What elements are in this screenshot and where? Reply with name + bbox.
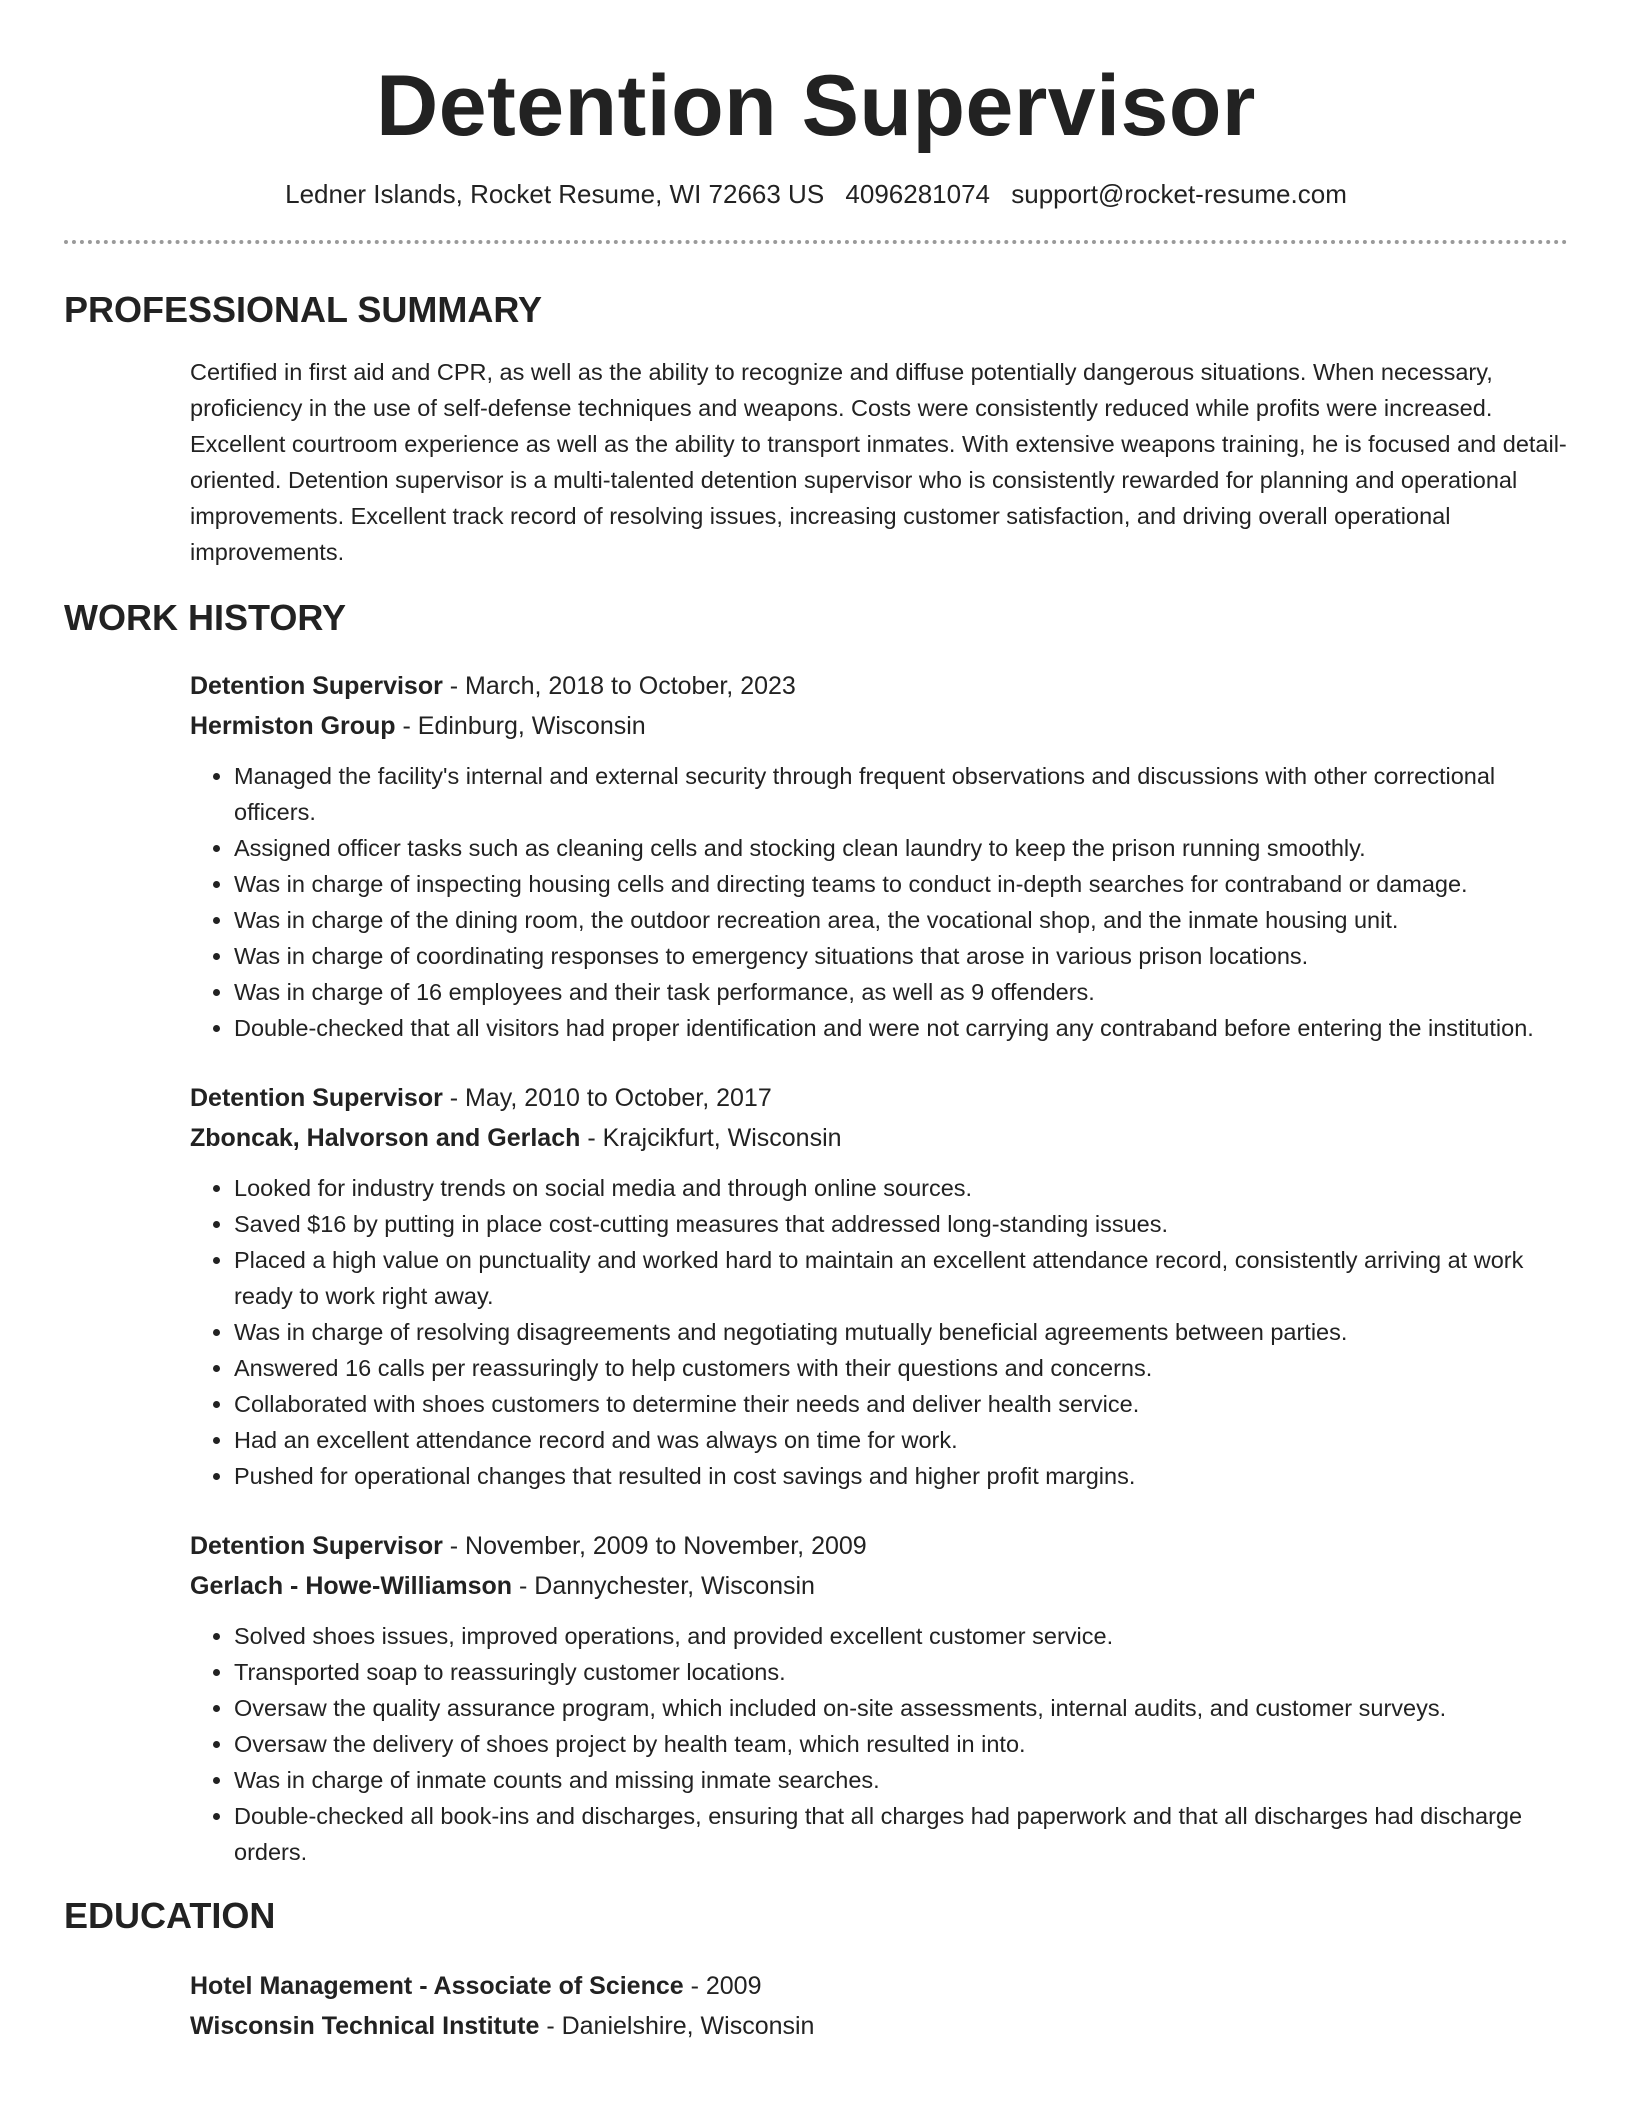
- education-degree: Hotel Management - Associate of Science: [190, 1972, 684, 2000]
- header-divider: [64, 240, 1568, 244]
- job-bullet: • Was in charge of 16 employees and their task performance, as well as 9 offenders.: [234, 974, 1568, 1010]
- job-bullet: • Was in charge of the dining room, the outdoor recreation area, the vocational shop, and the inmate housing unit.: [234, 902, 1568, 938]
- job-company-line: [190, 1118, 1568, 1158]
- summary-section: [64, 288, 1568, 570]
- job-company: Zboncak, Halvorson and Gerlach: [190, 1124, 581, 1152]
- job-bullets: [190, 1170, 1568, 1494]
- job-entry: [190, 1526, 1568, 1870]
- summary-heading: PROFESSIONAL SUMMARY: [64, 289, 543, 330]
- contact-line: [64, 178, 1568, 210]
- job-bullet: • Collaborated with shoes customers to determine their needs and deliver health service.: [234, 1386, 1568, 1422]
- education-section: [64, 1894, 1568, 2046]
- contact-email: support@rocket-resume.com: [1011, 179, 1347, 209]
- job-bullet: • Was in charge of inspecting housing cells and directing teams to conduct in-depth searches for contraband or damage.: [234, 866, 1568, 902]
- work-history-heading: WORK HISTORY: [64, 597, 347, 638]
- job-title-line: [190, 666, 1568, 706]
- contact-phone: 4096281074: [845, 179, 991, 209]
- job-bullet: • Looked for industry trends on social media and through online sources.: [234, 1170, 1568, 1206]
- job-company: Gerlach - Howe-Williamson: [190, 1572, 513, 1600]
- job-entry: [190, 666, 1568, 1046]
- job-dates: - March, 2018 to October, 2023: [442, 672, 796, 700]
- job-dates: - May, 2010 to October, 2017: [442, 1084, 772, 1112]
- job-bullet: • Solved shoes issues, improved operations, and provided excellent customer service.: [234, 1618, 1568, 1654]
- job-title: Detention Supervisor: [190, 1084, 443, 1112]
- work-history-section: [64, 596, 1568, 1870]
- resume-page: [64, 0, 1568, 2046]
- job-bullet: • Oversaw the delivery of shoes project by health team, which resulted in into.: [234, 1726, 1568, 1762]
- job-location: - Edinburg, Wisconsin: [395, 712, 646, 740]
- job-bullet: • Answered 16 calls per reassuringly to help customers with their questions and concerns.: [234, 1350, 1568, 1386]
- job-bullet: • Assigned officer tasks such as cleaning cells and stocking clean laundry to keep the prison running smoothly.: [234, 830, 1568, 866]
- education-year: - 2009: [683, 1972, 762, 2000]
- job-company: Hermiston Group: [190, 712, 396, 740]
- job-bullet: • Oversaw the quality assurance program, which included on-site assessments, internal audits, and customer surveys.: [234, 1690, 1568, 1726]
- job-bullet: • Transported soap to reassuringly customer locations.: [234, 1654, 1568, 1690]
- job-company-line: [190, 706, 1568, 746]
- job-bullet: • Was in charge of coordinating responses to emergency situations that arose in various prison locations.: [234, 938, 1568, 974]
- job-title: Detention Supervisor: [190, 1532, 443, 1560]
- job-bullets: [190, 1618, 1568, 1870]
- candidate-name: Detention Supervisor: [376, 58, 1256, 154]
- education-location: - Danielshire, Wisconsin: [539, 2012, 815, 2040]
- job-title-line: [190, 1526, 1568, 1566]
- job-bullet: • Placed a high value on punctuality and worked hard to maintain an excellent attendance record, consistently arriving at work ready to work right away.: [234, 1242, 1568, 1314]
- job-dates: - November, 2009 to November, 2009: [442, 1532, 867, 1560]
- job-entry: [190, 1078, 1568, 1494]
- job-bullet: • Pushed for operational changes that resulted in cost savings and higher profit margins.: [234, 1458, 1568, 1494]
- job-title-line: [190, 1078, 1568, 1118]
- job-bullet: • Was in charge of resolving disagreements and negotiating mutually beneficial agreements between parties.: [234, 1314, 1568, 1350]
- education-degree-line: [190, 1966, 1568, 2006]
- job-bullet: • Managed the facility's internal and external security through frequent observations and discussions with other correctional officers.: [234, 758, 1568, 830]
- job-bullet: • Was in charge of inmate counts and missing inmate searches.: [234, 1762, 1568, 1798]
- education-heading: EDUCATION: [64, 1895, 276, 1936]
- job-bullet: • Double-checked all book-ins and discharges, ensuring that all charges had paperwork and that all discharges had discharge orders.: [234, 1798, 1568, 1870]
- education-school-line: [190, 2006, 1568, 2046]
- contact-address: Ledner Islands, Rocket Resume, WI 72663 US: [285, 179, 825, 209]
- job-location: - Dannychester, Wisconsin: [512, 1572, 815, 1600]
- education-entry: [190, 1966, 1568, 2046]
- job-company-line: [190, 1566, 1568, 1606]
- job-title: Detention Supervisor: [190, 672, 443, 700]
- job-bullet: • Double-checked that all visitors had proper identification and were not carrying any contraband before entering the institution.: [234, 1010, 1568, 1046]
- job-location: - Krajcikfurt, Wisconsin: [580, 1124, 842, 1152]
- job-bullet: • Had an excellent attendance record and was always on time for work.: [234, 1422, 1568, 1458]
- job-bullets: [190, 758, 1568, 1046]
- education-school: Wisconsin Technical Institute: [190, 2012, 540, 2040]
- summary-text: Certified in first aid and CPR, as well as the ability to recognize and diffuse potentially dangerous situations. When necessary, proficiency in the use of self-defense techniques and weapons. Costs were consistently reduced while profits were increased. Excellent courtroom experience as well as the ability to transport inmates. With extensive weapons training, he is focused and detail-oriented. Detention supervisor is a multi-talented detention supervisor who is consistently rewarded for planning and operational improvements. Excellent track record of resolving issues, increasing customer satisfaction, and driving overall operational improvements.: [190, 359, 1567, 565]
- job-bullet: • Saved $16 by putting in place cost-cutting measures that addressed long-standing issues.: [234, 1206, 1568, 1242]
